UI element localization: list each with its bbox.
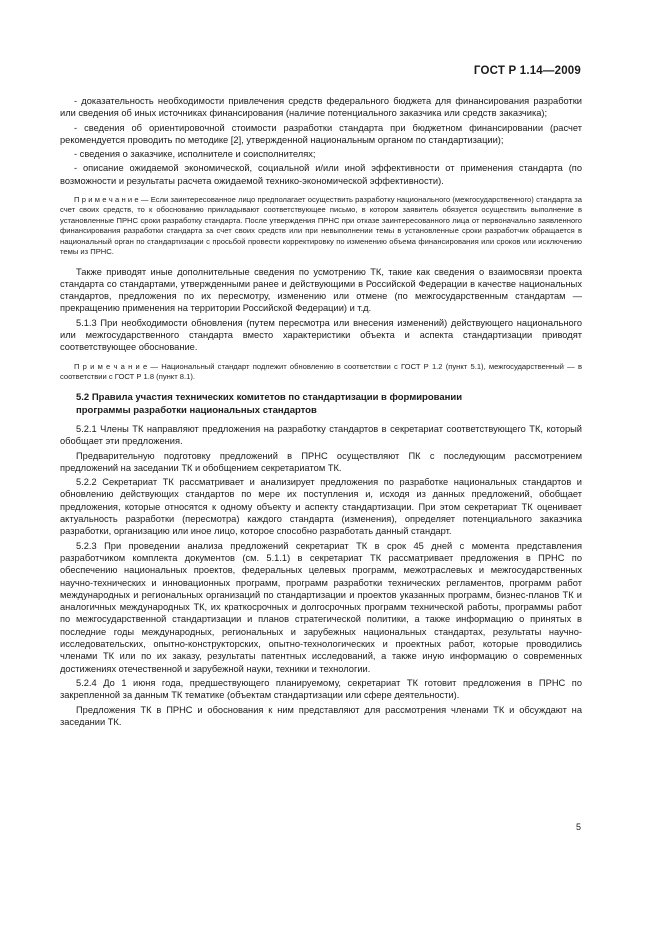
body-paragraph: Также приводят иные дополнительные сведения по усмотрению ТК, такие как сведения о взаимосвязи проекта стандарта со стандартами, утвержденными ранее и действующими в Российской Федерации в качестве национальных стандартов, предложения по их пересмотру, изменению или отмене (по межгосударственным стандартам — прекращению применения на территории Российской Федерации) и т.д.	[60, 266, 582, 314]
list-item: - описание ожидаемой экономической, социальной и/или иной эффективности от применения стандарта (по возможности и результаты расчета ожидаемой технико-экономической эффективности).	[60, 163, 582, 186]
body-paragraph: 5.2.2 Секретариат ТК рассматривает и анализирует предложения по разработке национальных стандартов и обновлению действующих стандартов по мере их поступления и, исходя из данных предложений, обобщает предложения, которые относятся к одному объекту и аспекту стандартизации. При этом секретариат ТК оценивает актуальность разработки (пересмотра) каждого стандарта (изменения), определяет потенциального заказчика разработки, организацию или иное лицо, которое способно разработать данный стандарт.	[60, 477, 582, 537]
list-item: - сведения об ориентировочной стоимости разработки стандарта при бюджетном финансировании (расчет рекомендуется проводить по методике [2], утвержденной национальным органом по стандартизации);	[60, 122, 582, 145]
body-paragraph: Предложения ТК в ПРНС и обоснования к ним представляют для рассмотрения членами ТК и обсуждают на заседании ТК.	[60, 704, 582, 727]
page-body	[60, 95, 582, 728]
body-paragraph: 5.2.1 Члены ТК направляют предложения на разработку стандартов в секретариат соответствующего ТК, который обобщает эти предложения.	[60, 424, 582, 447]
list-item: - сведения о заказчике, исполнителе и соисполнителях;	[74, 149, 316, 160]
body-paragraph: Предварительную подготовку предложений в ПРНС осуществляют ПК с последующим рассмотрением предложений на заседании ТК и обобщением секретариатом ТК.	[60, 450, 582, 473]
body-paragraph: 5.2.3 При проведении анализа предложений секретариат ТК в срок 45 дней с момента представления разработчиком комплекта документов (см. 5.1.1) в секретариат ТК рассматривает предложения в ПРНС по обеспечению национальных проектов, федеральных целевых программ, межотраслевых и межгосударственных научно-технических и инновационных программ, программ разработки технических регламентов, программ работ международных и региональных организаций по стандартизации и проектов указанных программ, бизнес-планов ТК и аналогичных международных ТК, их краткосрочных и долгосрочных программ технической работы, программы работ по межгосударственной стандартизации и планов стратегической политики, а также информацию о принятых в последние годы международных, региональных и зарубежных национальных стандартах, результаты научно-исследовательских, опытно-конструкторских, опытно-технологических и проектных работ, которые проводились членами ТК или по их заказу, результаты патентных исследований, а также иную информацию о современных достижениях отечественной и зарубежной науки, техники и технологии.	[60, 540, 582, 674]
section-heading	[60, 392, 582, 417]
list-item: - доказательность необходимости привлечения средств федерального бюджета для финансирования разработки или сведения об иных источниках финансирования (наличие потенциального заказчика или средств заказчика);	[60, 96, 582, 119]
body-paragraph: 5.2.4 До 1 июня года, предшествующего планируемому, секретариат ТК готовит предложения в ПРНС по закрепленной за данным ТК тематике (объектам стандартизации или сфере деятельности).	[60, 677, 582, 701]
section-heading-line: 5.2 Правила участия технических комитетов по стандартизации в формировании	[76, 392, 463, 404]
body-paragraph: 5.1.3 При необходимости обновления (путем пересмотра или внесения изменений) действующего национального или межгосударственного стандарта вместо характеристики объекта и аспекта стандартизации приводят соответствующее обоснование.	[60, 317, 582, 353]
note-paragraph: П р и м е ч а н и е — Национальный стандарт подлежит обновлению в соответствии с ГОСТ Р 1.2 (пункт 5.1), межгосударственный — в соответствии с ГОСТ Р 1.8 (пункт 8.1).	[60, 361, 582, 381]
note-paragraph: П р и м е ч а н и е — Если заинтересованное лицо предполагает осуществить разработку национального (межгосударственного) стандарта за счет своих средств, то к обоснованию прикладывают соответствующее письмо, в котором заявитель обязуется осуществить выполнение в установленные ПРНС сроки разработку стандарта. После утверждения ПРНС при отказе заинтересованного лица от первоначально заявленного финансирования разработки стандарта за счет своих средств или при невыполнении темы в установленные сроки разработчик обращается в национальный орган по стандартизации с просьбой провести корректировку по изменению объема финансирования или сроков или исключению темы из ПРНС.	[60, 195, 582, 257]
document-number-header: ГОСТ Р 1.14—2009	[473, 65, 581, 77]
page-number: 5	[575, 822, 581, 832]
section-heading-line: программы разработки национальных стандартов	[76, 404, 317, 416]
